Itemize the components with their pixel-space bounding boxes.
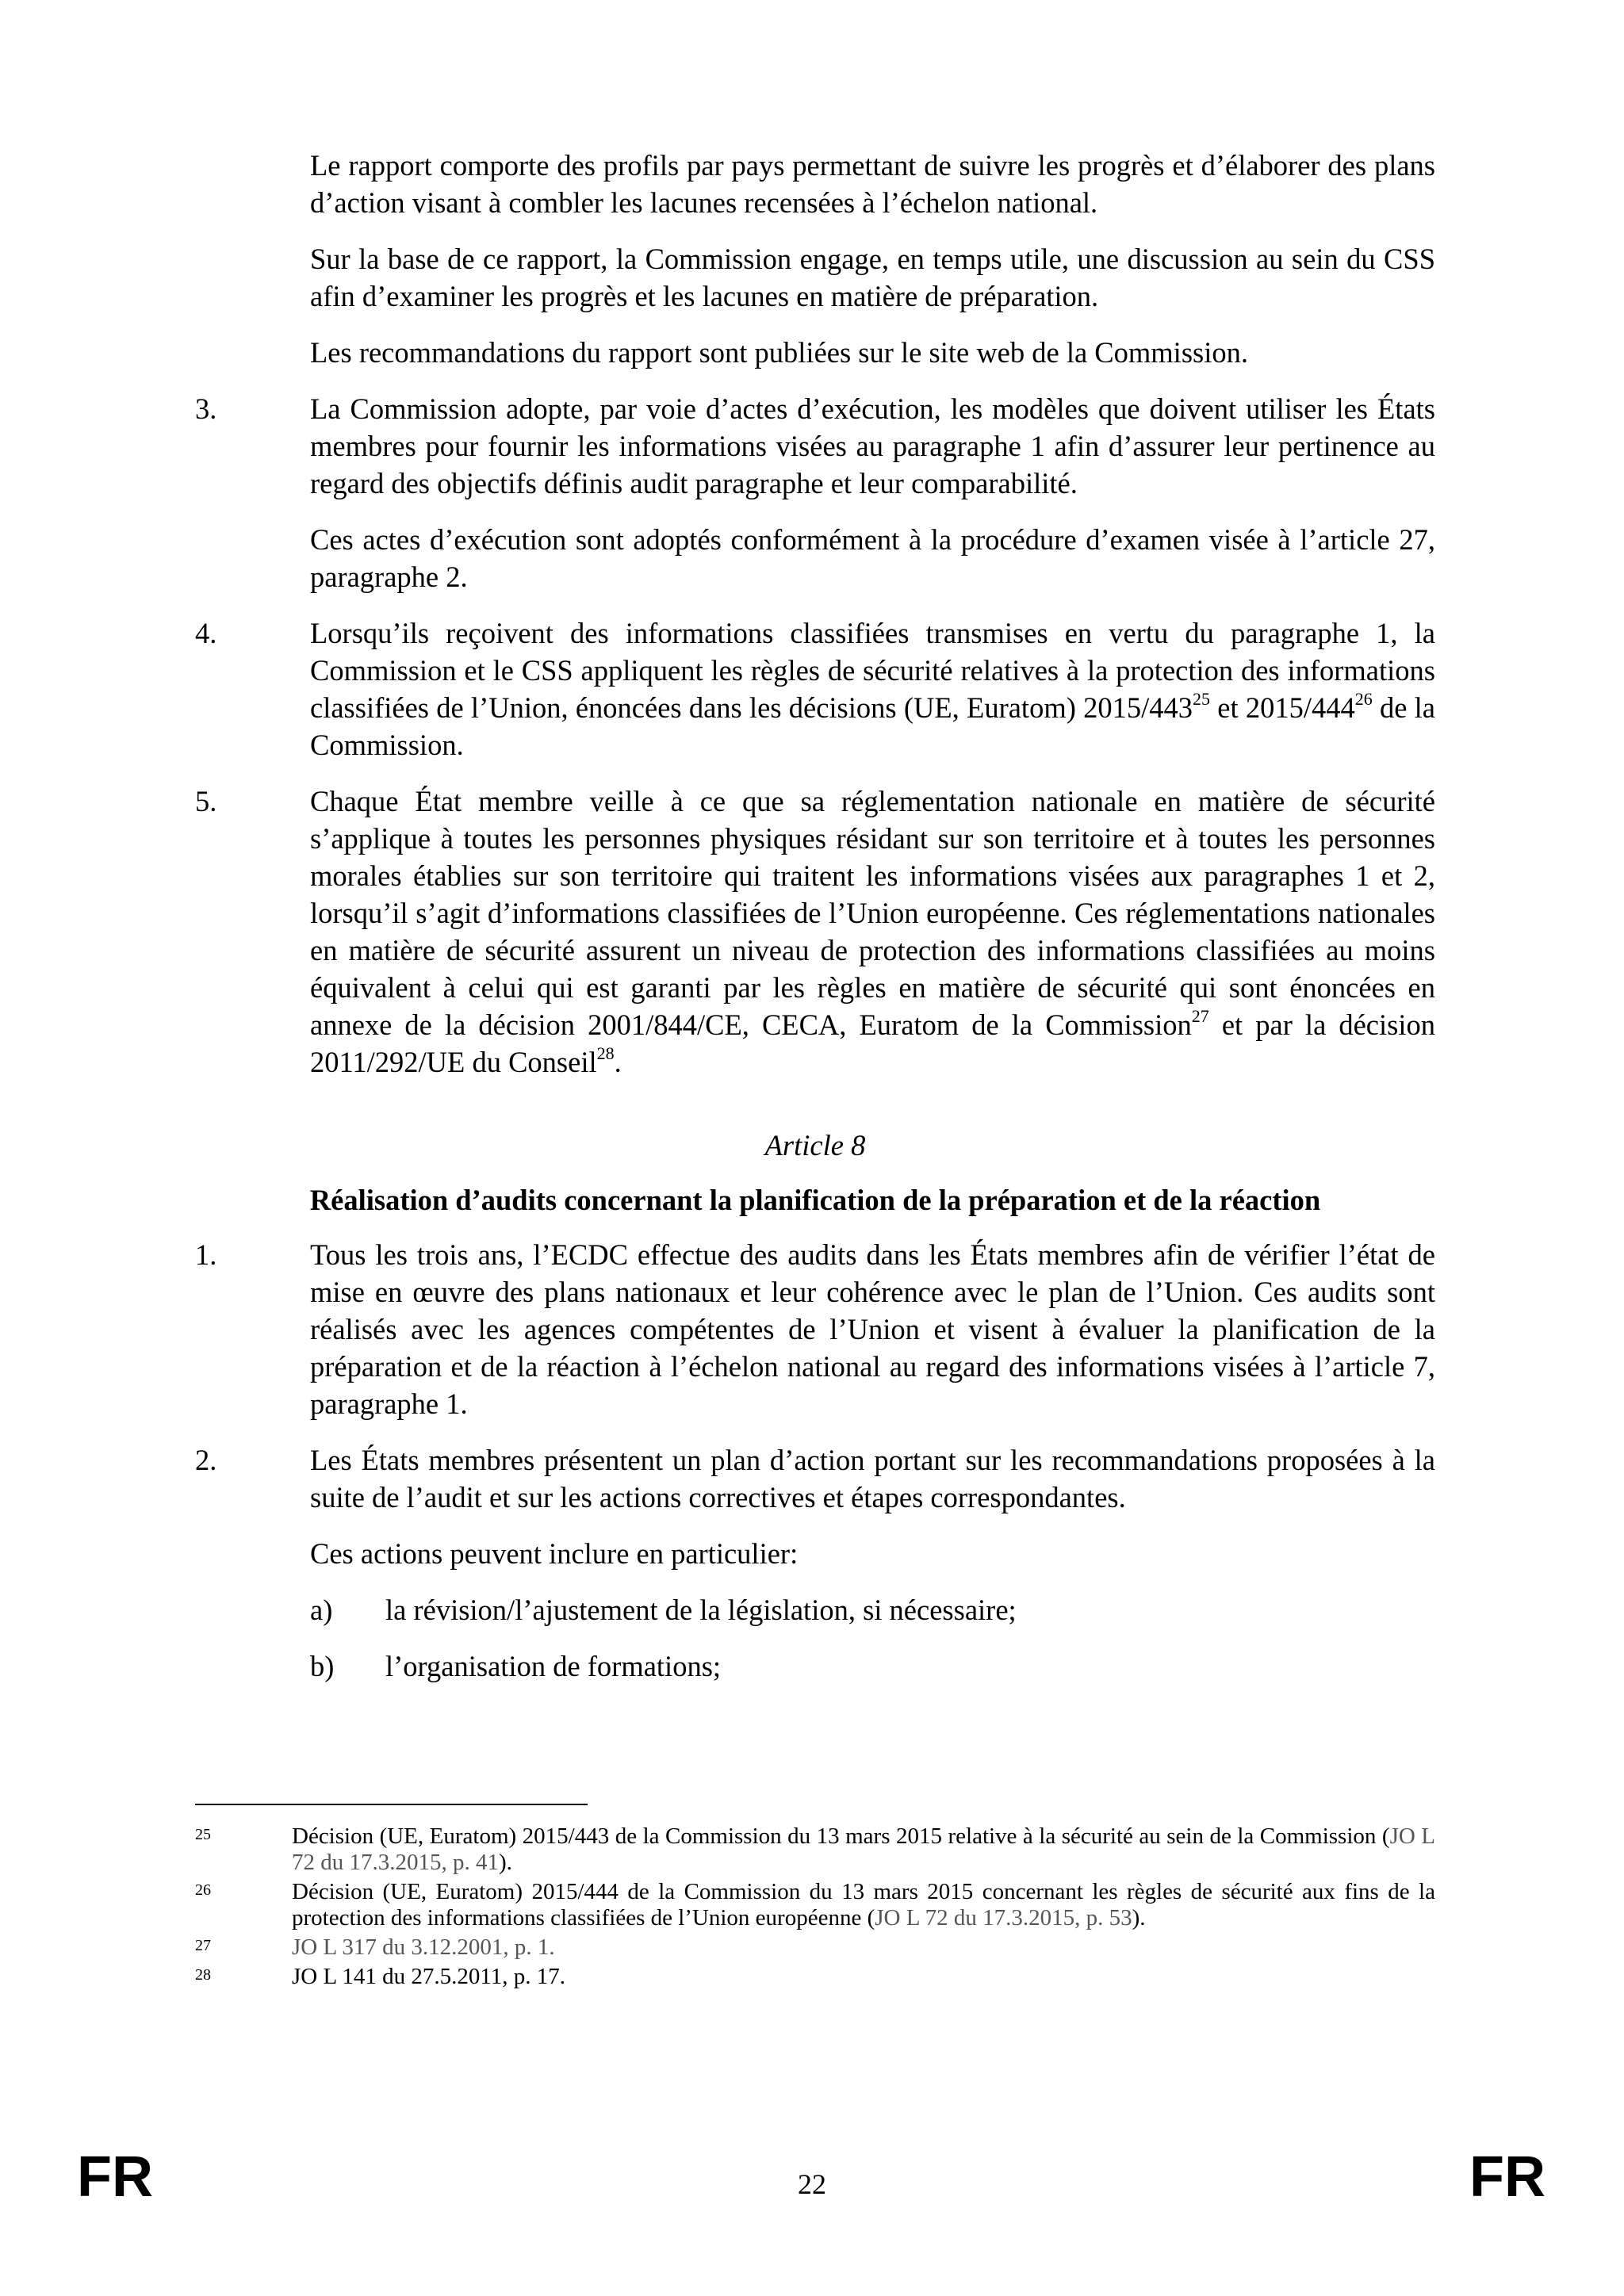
paragraph-number: 4. [195, 617, 217, 649]
paragraph-5 [195, 783, 1435, 1081]
page-number: 22 [798, 2168, 826, 2200]
paragraph-5-text: Chaque État membre veille à ce que sa réglementation nationale en matière de sécurité s’applique à toutes les personnes physiques résidant sur son territoire et à toutes les personnes morales établies sur son territoire qui traitent les informations visées aux paragraphes 1 et 2, lorsqu’il s’agit d’informations classifiées de l’Union européenne. Ces réglementations nationales en matière de sécurité assurent un niveau de protection des informations classifiées au moins équivalent à celui qui est garanti par les règles en matière de sécurité qui sont énoncées en annexe de la décision 2001/844/CE, CECA, Euratom de la Commission$^{27}$ et par la décision 2011/292/UE du Conseil$^{28}$. [310, 785, 1435, 1078]
paragraph-4 [195, 614, 1435, 763]
language-label-right: FR [1469, 2145, 1545, 2209]
journal-link[interactable]: JO L 72 du 17.3.2015, p. 41 [292, 1823, 1436, 1875]
list-item-text: l’organisation de formations; [385, 1650, 722, 1682]
paragraph-number: 2. [195, 1444, 217, 1476]
list-letter: a) [310, 1594, 333, 1626]
list-item-a [310, 1591, 1435, 1628]
paragraph-3-text-2: Ces actes d’exécution sont adoptés conformément à la procédure d’examen visée à l’article 27, paragraphe 2. [310, 523, 1435, 593]
journal-link[interactable]: JO L 317 du 3.12.2001, p. 1. [292, 1934, 555, 1960]
article-8-paragraph-2 [195, 1441, 1435, 1572]
language-label-left: FR [77, 2145, 153, 2209]
article-8-paragraph-2-text-2: Ces actions peuvent inclure en particulier: [310, 1537, 799, 1570]
footnote-text: Décision (UE, Euratom) 2015/443 de la Commission du 13 mars 2015 relative à la sécurité au sein de la Commission (JO L 72 du 17.3.2015, p. 41). [292, 1823, 1436, 1875]
list-letter: b) [310, 1650, 335, 1682]
paragraph-3-text: La Commission adopte, par voie d’actes d’exécution, les modèles que doivent utiliser les États membres pour fournir les informations visées au paragraphe 1 afin d’assurer leur pertinence au regard des objectifs définis audit paragraphe et leur comparabilité. [310, 392, 1435, 499]
paragraph-number: 1. [195, 1238, 217, 1271]
article-8-paragraph-2-text: Les États membres présentent un plan d’action portant sur les recommandations proposées à la suite de l’audit et sur les actions correctives et étapes correspondantes. [310, 1444, 1435, 1513]
main-content [195, 147, 1435, 1685]
paragraph-number: 3. [195, 392, 217, 425]
footnote-number: 26 [195, 1881, 211, 1899]
footnote-ref-25[interactable]: 25 [1193, 689, 1210, 709]
footnote-27 [195, 1934, 1435, 1961]
paragraph-4-text: Lorsqu’ils reçoivent des informations classifiées transmises en vertu du paragraphe 1, la Commission et le CSS appliquent les règles de sécurité relatives à la protection des informations classifiées de l’Union, énoncées dans les décisions (UE, Euratom) $2015/443^{25}$ et $2015/444^{26}$ de la Commission. [310, 617, 1435, 761]
article-8-paragraph-1-text: Tous les trois ans, l’ECDC effectue des audits dans les États membres afin de vérifier l’état de mise en œuvre des plans nationaux et leur cohérence avec le plan de l’Union. Ces audits sont réalisés avec les agences compétentes de l’Union et visent à évaluer la planification de la préparation et de la réaction à l’échelon national au regard des informations visées à l’article 7, paragraphe 1. [310, 1238, 1435, 1420]
footnote-28 [195, 1964, 1435, 1990]
footnote-number: 27 [195, 1937, 211, 1954]
footnote-ref-27[interactable]: 27 [1191, 1006, 1209, 1026]
footnote-separator [195, 1804, 588, 1805]
footnote-number: 25 [195, 1826, 211, 1843]
footnote-text [292, 1934, 1435, 1961]
footnote-ref-26[interactable]: 26 [1354, 689, 1373, 709]
intro-paragraph-1: Le rapport comporte des profils par pays permettant de suivre les progrès et d’élaborer des plans d’action visant à combler les lacunes recensées à l’échelon national. [310, 149, 1435, 219]
paragraph-number: 5. [195, 785, 217, 817]
footnote-text: Décision (UE, Euratom) 2015/444 de la Commission du 13 mars 2015 concernant les règles de sécurité aux fins de la protection des informations classifiées de l’Union européenne (JO L 72 du 17.3.2015, p. 53). [292, 1879, 1435, 1931]
article-8-paragraph-1 [195, 1236, 1435, 1422]
article-heading: Réalisation d’audits concernant la planification de la préparation et de la réaction [309, 1184, 1321, 1216]
article-title: Article 8 [764, 1129, 866, 1161]
footnote-26 [195, 1879, 1435, 1931]
intro-paragraph-3: Les recommandations du rapport sont publiées sur le site web de la Commission. [310, 336, 1248, 369]
footnote-ref-28[interactable]: 28 [596, 1043, 615, 1063]
paragraph-3 [195, 390, 1435, 595]
footnotes [195, 1823, 1435, 1993]
list-item-text: la révision/l’ajustement de la législation, si nécessaire; [385, 1594, 1017, 1626]
intro-paragraph-2: Sur la base de ce rapport, la Commission engage, en temps utile, une discussion au sein du CSS afin d’examiner les progrès et les lacunes en matière de préparation. [310, 243, 1435, 312]
footnote-25 [195, 1823, 1435, 1876]
footnote-text: JO L 141 du 27.5.2011, p. 17. [292, 1964, 566, 1989]
journal-link[interactable]: JO L 72 du 17.3.2015, p. 53 [875, 1905, 1132, 1931]
list-item-b [310, 1647, 1435, 1685]
footnote-number: 28 [195, 1966, 211, 1984]
